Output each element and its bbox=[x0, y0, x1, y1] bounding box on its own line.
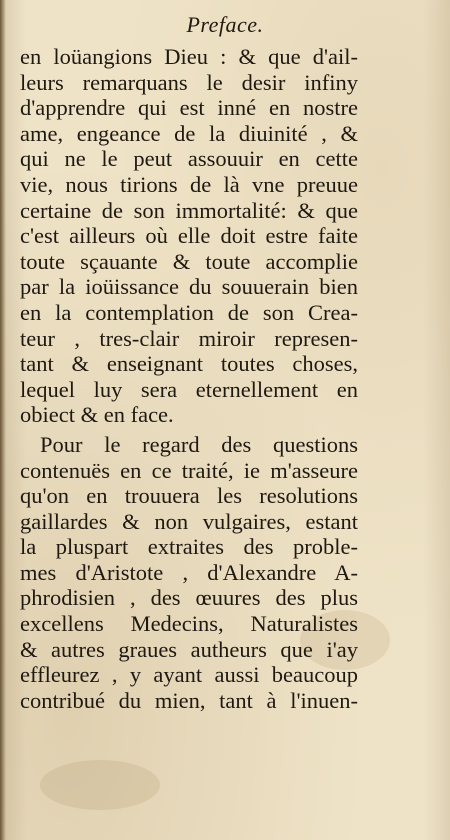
text-line: phrodisien , des œuures des plus bbox=[20, 585, 358, 611]
paragraph-1 bbox=[20, 44, 358, 428]
text-line: teur , tres-clair miroir represen- bbox=[20, 325, 358, 351]
text-line: en la contemplation de son Crea- bbox=[20, 299, 358, 325]
text-line: toute sçauante & toute accomplie bbox=[20, 248, 358, 274]
text-line: contenuës en ce traité, ie m'asseure bbox=[20, 457, 358, 483]
text-line: effleurez , y ayant aussi beaucoup bbox=[20, 662, 358, 688]
text-line: tant & enseignant toutes choses, bbox=[20, 351, 358, 377]
text-line: en loüangions Dieu : & que d'ail- bbox=[20, 44, 358, 69]
text-line: obiect & en face. bbox=[20, 402, 174, 428]
text-line: lequel luy sera eternellement en bbox=[20, 376, 358, 402]
text-line: la pluspart extraites des proble- bbox=[20, 534, 358, 560]
page-gutter-shadow bbox=[0, 0, 6, 840]
text-line: & autres graues autheurs que i'ay bbox=[20, 636, 358, 662]
text-line: certaine de son immortalité: & que bbox=[20, 197, 358, 223]
text-line: gaillardes & non vulgaires, estant bbox=[20, 508, 358, 534]
text-line: mes d'Aristote , d'Alexandre A- bbox=[20, 559, 358, 585]
text-line: par la ioüissance du souuerain bien bbox=[20, 274, 358, 300]
paper-stain bbox=[40, 760, 160, 810]
text-line: leurs remarquans le desir infiny bbox=[20, 69, 358, 95]
text-line: qui ne le peut assouuir en cette bbox=[20, 146, 358, 172]
running-head: Preface. bbox=[186, 12, 264, 37]
text-line: contribué du mien, tant à l'inuen- bbox=[20, 687, 358, 713]
text-line: vie, nous tirions de là vne preuue bbox=[20, 171, 358, 197]
text-line: c'est ailleurs où elle doit estre faite bbox=[20, 223, 358, 249]
body-text bbox=[20, 44, 358, 713]
text-line: ame, engeance de la diuinité , & bbox=[20, 120, 358, 146]
text-line: Pour le regard des questions bbox=[40, 431, 358, 457]
text-line: d'apprendre qui est inné en nostre bbox=[20, 95, 358, 121]
text-line: qu'on en trouuera les resolutions bbox=[20, 483, 358, 509]
text-line: excellens Medecins, Naturalistes bbox=[20, 611, 358, 637]
paragraph-2 bbox=[20, 432, 358, 714]
